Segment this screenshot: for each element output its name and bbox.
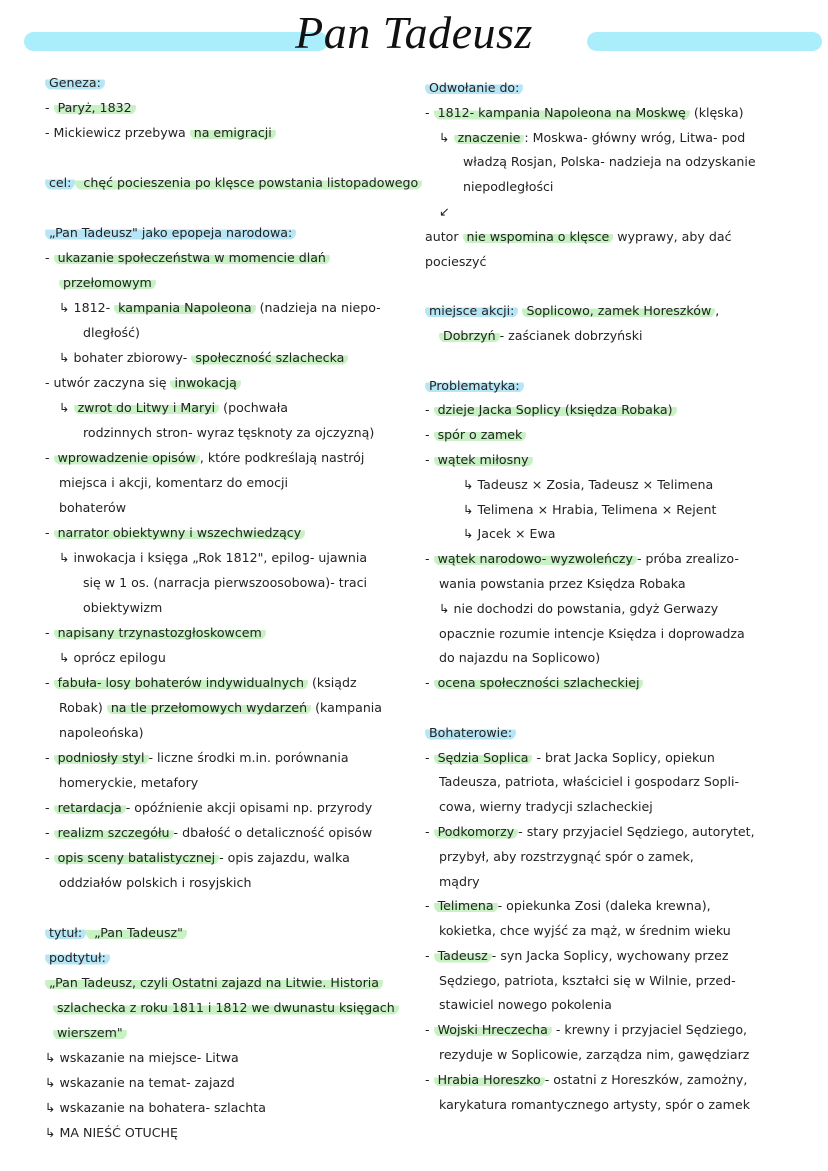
note-line: [425, 994, 820, 1019]
note-line: [45, 397, 420, 422]
highlighted-text: Wojski Hreczecha: [434, 1022, 552, 1037]
note-text: karykatura romantycznego artysty, spór o zamek: [439, 1096, 750, 1112]
highlighted-text: przełomowym: [59, 275, 156, 290]
note-line: [45, 272, 420, 297]
blank-line: [425, 697, 820, 722]
note-line: [45, 347, 420, 372]
note-line: [45, 972, 420, 997]
note-text: opacznie rozumie intencje Księdza i doprowadza: [439, 625, 745, 641]
note-line: [425, 647, 820, 672]
note-text: -: [45, 800, 54, 815]
highlighted-text: inwokacją: [170, 375, 240, 390]
note-text: ,: [715, 303, 720, 319]
highlighted-text: na tle przełomowych wydarzeń: [107, 700, 311, 715]
section-heading: miejsce akcji:: [425, 303, 518, 318]
note-text: - opiekunka Zosi (daleka krewna),: [497, 898, 711, 914]
highlighted-text: Hrabia Horeszko: [434, 1072, 545, 1087]
note-line: [425, 548, 820, 573]
note-line: [425, 598, 820, 623]
note-text: -: [45, 100, 54, 115]
note-text: cowa, wierny tradycji szlacheckiej: [439, 799, 653, 815]
note-text: - liczne środki m.in. porównania: [148, 750, 349, 765]
blank-line: [425, 350, 820, 375]
highlighted-text: „Pan Tadeusz": [86, 925, 187, 940]
note-text: się w 1 os. (narracja pierwszoosobowa)- traci: [83, 575, 368, 590]
note-text: -: [425, 451, 434, 467]
note-text: -: [45, 750, 54, 765]
note-text: ↳ 1812-: [59, 300, 115, 315]
note-text: -: [45, 625, 54, 640]
highlighted-text: chęć pocieszenia po klęsce powstania listopadowego: [75, 175, 422, 190]
highlighted-text: narrator obiektywny i wszechwiedzący: [54, 525, 306, 540]
section-heading: Bohaterowie:: [425, 725, 516, 740]
note-line: [45, 222, 420, 247]
note-text: - opis zajazdu, walka: [219, 850, 350, 865]
note-text: ↳ wskazanie na miejsce- Litwa: [45, 1050, 239, 1065]
note-text: Robak): [59, 700, 107, 715]
note-line: [425, 399, 820, 424]
note-text: -: [45, 525, 54, 540]
note-text: -: [425, 675, 434, 691]
note-line: [45, 372, 420, 397]
note-line: [45, 547, 420, 572]
note-line: [45, 97, 420, 122]
note-line: [45, 72, 420, 97]
note-line: [425, 945, 820, 970]
note-text: - stary przyjaciel Sędziego, autorytet,: [518, 823, 755, 839]
left-column: [45, 72, 420, 1147]
note-line: [425, 226, 820, 251]
note-line: [45, 472, 420, 497]
note-line: [45, 1097, 420, 1122]
note-text: - zaścianek dobrzyński: [499, 327, 643, 343]
blank-line: [45, 147, 420, 172]
section-heading: cel:: [45, 175, 75, 190]
note-text: napoleońska): [59, 725, 144, 740]
highlighted-text: społeczność szlachecka: [191, 350, 348, 365]
note-text: -: [425, 551, 434, 567]
note-text: niepodległości: [463, 179, 554, 195]
blank-line: [45, 197, 420, 222]
highlighted-text: wprowadzenie opisów: [54, 450, 200, 465]
highlighted-text: retardacja: [54, 800, 126, 815]
note-text: ↳ inwokacja i księga „Rok 1812", epilog- ujawnia: [59, 550, 368, 565]
highlighted-text: realizm szczegółu: [54, 825, 174, 840]
note-line: [45, 322, 420, 347]
note-text: obiektywizm: [83, 600, 163, 615]
highlighted-text: nie wspomina o klęsce: [463, 229, 614, 244]
note-line: [45, 622, 420, 647]
note-line: [45, 1072, 420, 1097]
note-text: rodzinnych stron- wyraz tęsknoty za ojczyzną): [83, 425, 375, 440]
note-line: [45, 747, 420, 772]
note-line: [425, 871, 820, 896]
note-line: [425, 1044, 820, 1069]
note-text: (ksiądz: [308, 675, 357, 690]
note-line: [45, 647, 420, 672]
note-text: miejsca i akcji, komentarz do emocji: [59, 475, 288, 490]
note-line: [425, 1069, 820, 1094]
note-text: -: [425, 402, 434, 418]
section-heading: tytuł:: [45, 925, 86, 940]
highlighted-text: znaczenie: [454, 130, 525, 145]
note-text: - ostatni z Horeszków, zamożny,: [544, 1071, 748, 1087]
note-line: [425, 722, 820, 747]
highlighted-text: fabuła- losy bohaterów indywidualnych: [54, 675, 308, 690]
note-text: ↳ wskazanie na bohatera- szlachta: [45, 1100, 266, 1115]
note-line: [425, 151, 820, 176]
page-title: Pan Tadeusz: [295, 7, 533, 58]
note-text: - brat Jacka Soplicy, opiekun: [532, 749, 715, 765]
note-text: ↳ wskazanie na temat- zajazd: [45, 1075, 235, 1090]
note-line: [425, 176, 820, 201]
note-text: wyprawy, aby dać: [613, 228, 732, 244]
blank-line: [425, 275, 820, 300]
note-text: rezyduje w Soplicowie, zarządza nim, gawędziarz: [439, 1047, 750, 1063]
note-line: [45, 172, 420, 197]
note-line: [425, 672, 820, 697]
note-text: homeryckie, metafory: [59, 775, 199, 790]
note-line: [45, 947, 420, 972]
note-line: [425, 796, 820, 821]
note-line: [425, 1019, 820, 1044]
note-line: [45, 572, 420, 597]
note-text: -: [425, 1022, 434, 1038]
note-line: [425, 523, 820, 548]
note-text: autor: [425, 228, 463, 244]
note-text: -: [425, 898, 434, 914]
note-line: [425, 449, 820, 474]
highlighted-text: Paryż, 1832: [54, 100, 136, 115]
note-line: [425, 499, 820, 524]
note-line: [45, 247, 420, 272]
note-text: ↳ bohater zbiorowy-: [59, 350, 192, 365]
note-text: (klęska): [689, 104, 744, 120]
note-text: - utwór zaczyna się: [45, 375, 171, 390]
section-heading: Problematyka:: [425, 378, 524, 393]
note-text: ↙: [439, 203, 450, 219]
highlighted-text: napisany trzynastozgłoskowcem: [54, 625, 266, 640]
note-line: [425, 102, 820, 127]
section-heading: Geneza:: [45, 75, 105, 90]
note-line: [45, 1047, 420, 1072]
note-text: - opóźnienie akcji opisami np. przyrody: [125, 800, 373, 815]
note-line: [425, 375, 820, 400]
note-text: władzą Rosjan, Polska- nadzieja na odzyskanie: [463, 154, 756, 170]
note-text: do najazdu na Soplicowo): [439, 650, 601, 666]
note-line: [45, 797, 420, 822]
note-line: [425, 77, 820, 102]
note-line: [45, 1122, 420, 1147]
highlighted-text: ukazanie społeczeństwa w momencie dlań: [54, 250, 330, 265]
note-line: [45, 997, 420, 1022]
note-text: dległość): [83, 325, 140, 340]
highlighted-text: wątek miłosny: [434, 452, 533, 467]
note-line: [425, 201, 820, 226]
note-line: [425, 821, 820, 846]
highlighted-text: opis sceny batalistycznej: [54, 850, 220, 865]
note-line: [425, 970, 820, 995]
note-line: [425, 251, 820, 276]
highlighted-text: Soplicowo, zamek Horeszków: [522, 303, 715, 318]
note-line: [45, 597, 420, 622]
note-line: [425, 846, 820, 871]
note-line: [425, 300, 820, 325]
note-text: -: [45, 675, 54, 690]
note-text: ↳ Jacek × Ewa: [463, 526, 556, 542]
right-column: [425, 77, 820, 1118]
highlighted-text: na emigracji: [190, 125, 276, 140]
note-text: -: [45, 250, 54, 265]
note-text: - Mickiewicz przebywa: [45, 125, 190, 140]
note-text: ↳ MA NIEŚĆ OTUCHĘ: [45, 1125, 178, 1140]
highlighted-text: spór o zamek: [434, 427, 527, 442]
note-line: [45, 722, 420, 747]
note-text: ↳: [59, 400, 74, 415]
note-text: pocieszyć: [425, 253, 487, 269]
note-text: bohaterów: [59, 500, 126, 515]
highlighted-text: dzieje Jacka Soplicy (księdza Robaka): [434, 402, 677, 417]
note-text: ↳ Tadeusz × Zosia, Tadeusz × Telimena: [463, 476, 714, 492]
note-text: kokietka, chce wyjść za mąż, w średnim wieku: [439, 923, 731, 939]
note-line: [425, 1094, 820, 1119]
highlighted-text: zwrot do Litwy i Maryi: [74, 400, 220, 415]
note-line: [425, 127, 820, 152]
highlighted-text: szlachecka z roku 1811 i 1812 we dwunastu księgach: [53, 1000, 399, 1015]
highlighted-text: kampania Napoleona: [114, 300, 255, 315]
note-text: mądry: [439, 873, 480, 889]
note-line: [45, 522, 420, 547]
note-line: [425, 895, 820, 920]
note-text: -: [425, 427, 434, 443]
highlighted-text: wierszem": [53, 1025, 127, 1040]
highlighted-text: 1812- kampania Napoleona na Moskwę: [434, 105, 690, 120]
note-text: oddziałów polskich i rosyjskich: [59, 875, 252, 890]
note-line: [45, 672, 420, 697]
note-line: [45, 297, 420, 322]
note-text: , które podkreślają nastrój: [199, 450, 365, 465]
note-line: [45, 697, 420, 722]
highlighted-text: Telimena: [434, 898, 498, 913]
highlighted-text: podniosły styl: [54, 750, 149, 765]
note-line: [45, 847, 420, 872]
note-text: -: [425, 1071, 434, 1087]
note-text: ↳ Telimena × Hrabia, Telimena × Rejent: [463, 501, 717, 517]
note-line: [45, 447, 420, 472]
note-line: [425, 771, 820, 796]
note-text: Sędziego, patriota, kształci się w Wilnie, przed-: [439, 972, 736, 988]
note-text: ↳: [439, 129, 454, 145]
note-text: -: [425, 823, 434, 839]
note-line: [425, 920, 820, 945]
highlighted-text: Tadeusz: [434, 948, 492, 963]
note-line: [45, 922, 420, 947]
section-heading: „Pan Tadeusz" jako epopeja narodowa:: [45, 225, 296, 240]
note-text: -: [425, 104, 434, 120]
highlighted-text: Dobrzyń: [439, 328, 500, 343]
note-line: [45, 872, 420, 897]
note-line: [45, 1022, 420, 1047]
note-text: -: [45, 450, 54, 465]
note-text: -: [425, 947, 434, 963]
highlighted-text: wątek narodowo- wyzwoleńczy: [434, 551, 637, 566]
highlighted-text: „Pan Tadeusz, czyli Ostatni zajazd na Litwie. Historia: [45, 975, 383, 990]
note-line: [425, 573, 820, 598]
note-text: - syn Jacka Soplicy, wychowany przez: [491, 947, 729, 963]
note-line: [45, 772, 420, 797]
note-line: [425, 747, 820, 772]
note-text: ↳ oprócz epilogu: [59, 650, 166, 665]
note-text: Tadeusza, patriota, właściciel i gospodarz Sopli-: [439, 774, 740, 790]
highlighted-text: Sędzia Soplica: [434, 750, 533, 765]
section-heading: podtytuł:: [45, 950, 110, 965]
note-text: (pochwała: [219, 400, 288, 415]
note-text: stawiciel nowego pokolenia: [439, 997, 612, 1013]
note-line: [425, 325, 820, 350]
blank-line: [45, 897, 420, 922]
note-line: [45, 122, 420, 147]
note-text: - próba zrealizo-: [636, 551, 739, 567]
highlighted-text: ocena społeczności szlacheckiej: [434, 675, 644, 690]
highlighted-text: Podkomorzy: [434, 824, 519, 839]
note-line: [425, 474, 820, 499]
note-line: [45, 422, 420, 447]
note-text: ↳ nie dochodzi do powstania, gdyż Gerwazy: [439, 600, 719, 616]
note-text: wania powstania przez Księdza Robaka: [439, 575, 686, 591]
note-text: - dbałość o detaliczność opisów: [173, 825, 373, 840]
note-text: przybył, aby rozstrzygnąć spór o zamek,: [439, 848, 694, 864]
note-text: -: [45, 825, 54, 840]
note-line: [45, 497, 420, 522]
note-text: (nadzieja na niepo-: [255, 300, 381, 315]
note-line: [425, 424, 820, 449]
note-line: [45, 822, 420, 847]
note-text: -: [45, 850, 54, 865]
note-text: (kampania: [311, 700, 383, 715]
note-text: -: [425, 749, 434, 765]
note-text: : Moskwa- główny wróg, Litwa- pod: [524, 129, 746, 145]
note-line: [425, 623, 820, 648]
section-heading: Odwołanie do:: [425, 80, 523, 95]
note-text: - krewny i przyjaciel Sędziego,: [551, 1022, 748, 1038]
